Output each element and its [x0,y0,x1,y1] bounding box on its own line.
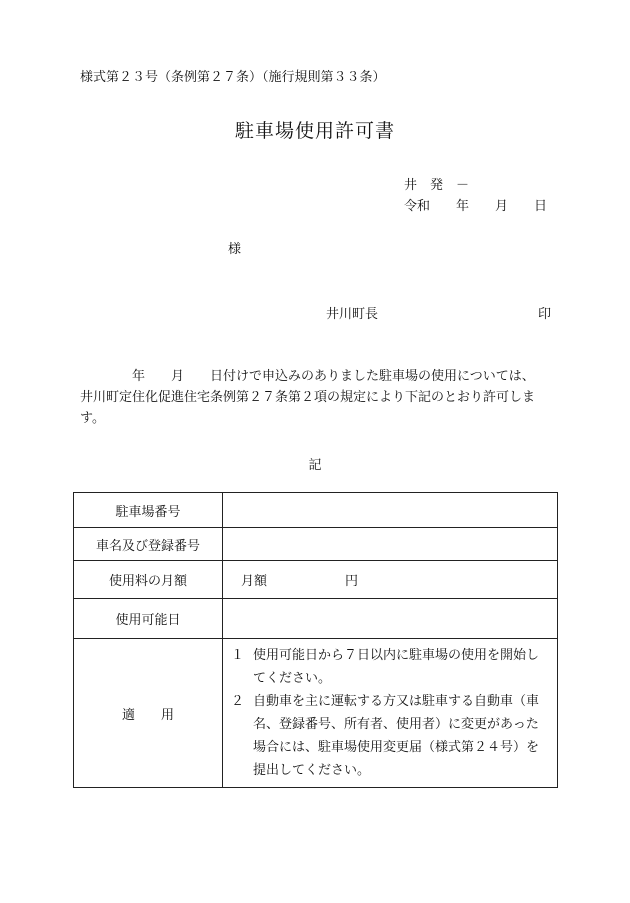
monthly-fee-value: 月額 円 [223,561,558,599]
remark-item [231,690,549,782]
remarks-label: 適 用 [74,639,223,788]
body-line: 井川町定住化促進住宅条例第２７条第２項の規定により下記のとおり許可しま [80,390,536,405]
body-line: 年 月 日付けで申込みのありました駐車場の使用については、 [80,369,535,384]
reference-date: 令和 年 月 日 [404,199,548,214]
remarks-cell [223,639,558,788]
row-label: 駐車場番号 [74,493,223,528]
row-value [223,528,558,561]
row-label: 使用可能日 [74,599,223,639]
row-label: 使用料の月額 [74,561,223,599]
seal-mark: 印 [538,307,552,322]
remark-text: 自動車を主に運転する方又は駐車する自動車（車名、登録番号、所有者、使用者）に変更があった場合には、駐車場使用変更届（様式第２４号）を提出してください。 [253,694,540,778]
body-line: す。 [80,411,105,426]
body-text [80,366,560,429]
table-row [74,493,558,528]
reference-number: 井 発 － [404,178,470,193]
table-row [74,639,558,788]
remark-number: ２ [231,694,245,709]
permit-table [73,492,558,788]
row-label: 車名及び登録番号 [74,528,223,561]
document-title: 駐車場使用許可書 [234,120,395,142]
remark-number: １ [231,648,245,663]
ki-heading: 記 [308,458,322,473]
row-value [223,599,558,639]
remark-text: 使用可能日から７日以内に駐車場の使用を開始してください。 [253,648,540,686]
row-value [223,493,558,528]
remark-item [231,644,549,690]
addressee-suffix: 様 [228,242,242,257]
issuer-name: 井川町長 [326,307,379,322]
form-number: 様式第２３号（条例第２７条）（施行規則第３３条） [80,70,386,85]
table-row [74,599,558,639]
table-row [74,528,558,561]
table-row [74,561,558,599]
